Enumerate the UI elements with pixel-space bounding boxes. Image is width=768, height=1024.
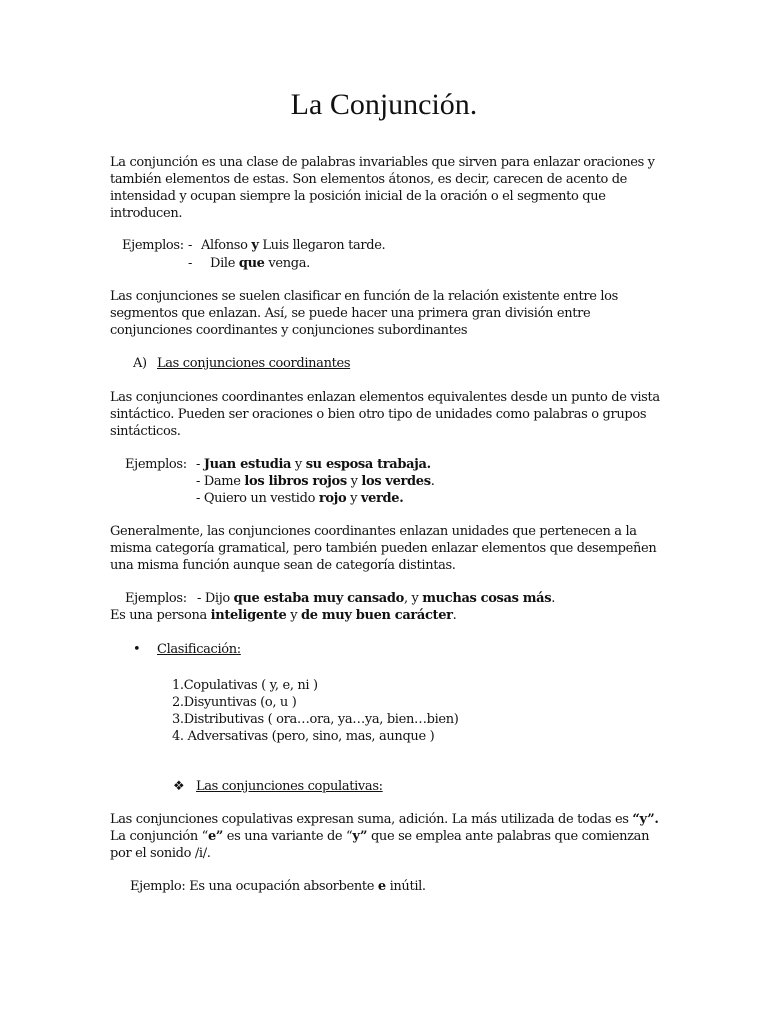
- example-label: Ejemplos:: [125, 457, 187, 472]
- paragraph-line: por el sonido /i/.: [110, 846, 211, 861]
- intro-line: intensidad y ocupan siempre la posición inicial de la oración o el segmento que: [110, 189, 606, 204]
- example-sentence: Alfonso y Luis llegaron tarde.: [201, 238, 386, 253]
- paragraph-line: Las conjunciones se suelen clasificar en función de la relación existente entre los: [110, 289, 618, 304]
- example-label: Ejemplos:: [122, 238, 184, 253]
- example-sentence: - Dijo que estaba muy cansado, y muchas cosas más.: [197, 591, 555, 606]
- example-sentence: Es una persona inteligente y de muy buen carácter.: [110, 608, 457, 623]
- example-sentence: - Quiero un vestido rojo y verde.: [196, 491, 404, 506]
- example-dash: -: [188, 256, 193, 271]
- list-item: 4. Adversativas (pero, sino, mas, aunque ): [172, 729, 435, 744]
- list-item: 3.Distributivas ( ora…ora, ya…ya, bien…bien): [172, 712, 459, 727]
- section-title: Las conjunciones coordinantes: [157, 356, 351, 371]
- paragraph-line: Las conjunciones coordinantes enlazan elementos equivalentes desde un punto de vista: [110, 390, 660, 405]
- paragraph-line: Generalmente, las conjunciones coordinantes enlazan unidades que pertenecen a la: [110, 524, 637, 539]
- example-sentence: - Dame los libros rojos y los verdes.: [196, 474, 435, 489]
- paragraph-line: una misma función aunque sean de categoría distintas.: [110, 558, 456, 573]
- example-sentence: Ejemplo: Es una ocupación absorbente e inútil.: [130, 879, 426, 894]
- copulativas-label: Las conjunciones copulativas:: [196, 779, 383, 794]
- paragraph-line: misma categoría gramatical, pero también pueden enlazar elementos que desempeñen: [110, 541, 657, 556]
- example-label: Ejemplos:: [125, 591, 187, 606]
- intro-line: La conjunción es una clase de palabras invariables que sirven para enlazar oraciones y: [110, 155, 655, 170]
- clasificacion-label: Clasificación:: [157, 642, 241, 657]
- example-sentence: - Juan estudia y su esposa trabaja.: [196, 457, 431, 472]
- page-title: La Conjunción.: [290, 88, 478, 121]
- paragraph-line: Las conjunciones copulativas expresan suma, adición. La más utilizada de todas es “y”.: [110, 812, 659, 827]
- paragraph-line: sintáctico. Pueden ser oraciones o bien otro tipo de unidades como palabras o grupos: [110, 407, 647, 422]
- list-item: 2.Disyuntivas (o, u ): [172, 695, 297, 710]
- list-item: 1.Copulativas ( y, e, ni ): [172, 678, 318, 693]
- intro-line: introducen.: [110, 206, 183, 221]
- section-marker: A): [133, 356, 147, 371]
- example-dash: -: [188, 238, 193, 253]
- diamond-bullet-icon: ❖: [173, 779, 185, 794]
- paragraph-line: segmentos que enlazan. Así, se puede hacer una primera gran división entre: [110, 306, 591, 321]
- bullet-icon: •: [133, 642, 141, 657]
- intro-line: también elementos de estas. Son elementos átonos, es decir, carecen de acento de: [110, 172, 628, 187]
- paragraph-line: conjunciones coordinantes y conjunciones subordinantes: [110, 323, 468, 338]
- paragraph-line: sintácticos.: [110, 424, 181, 439]
- paragraph-line: La conjunción “e” es una variante de “y” que se emplea ante palabras que comienzan: [110, 829, 650, 844]
- example-sentence: Dile que venga.: [210, 256, 310, 271]
